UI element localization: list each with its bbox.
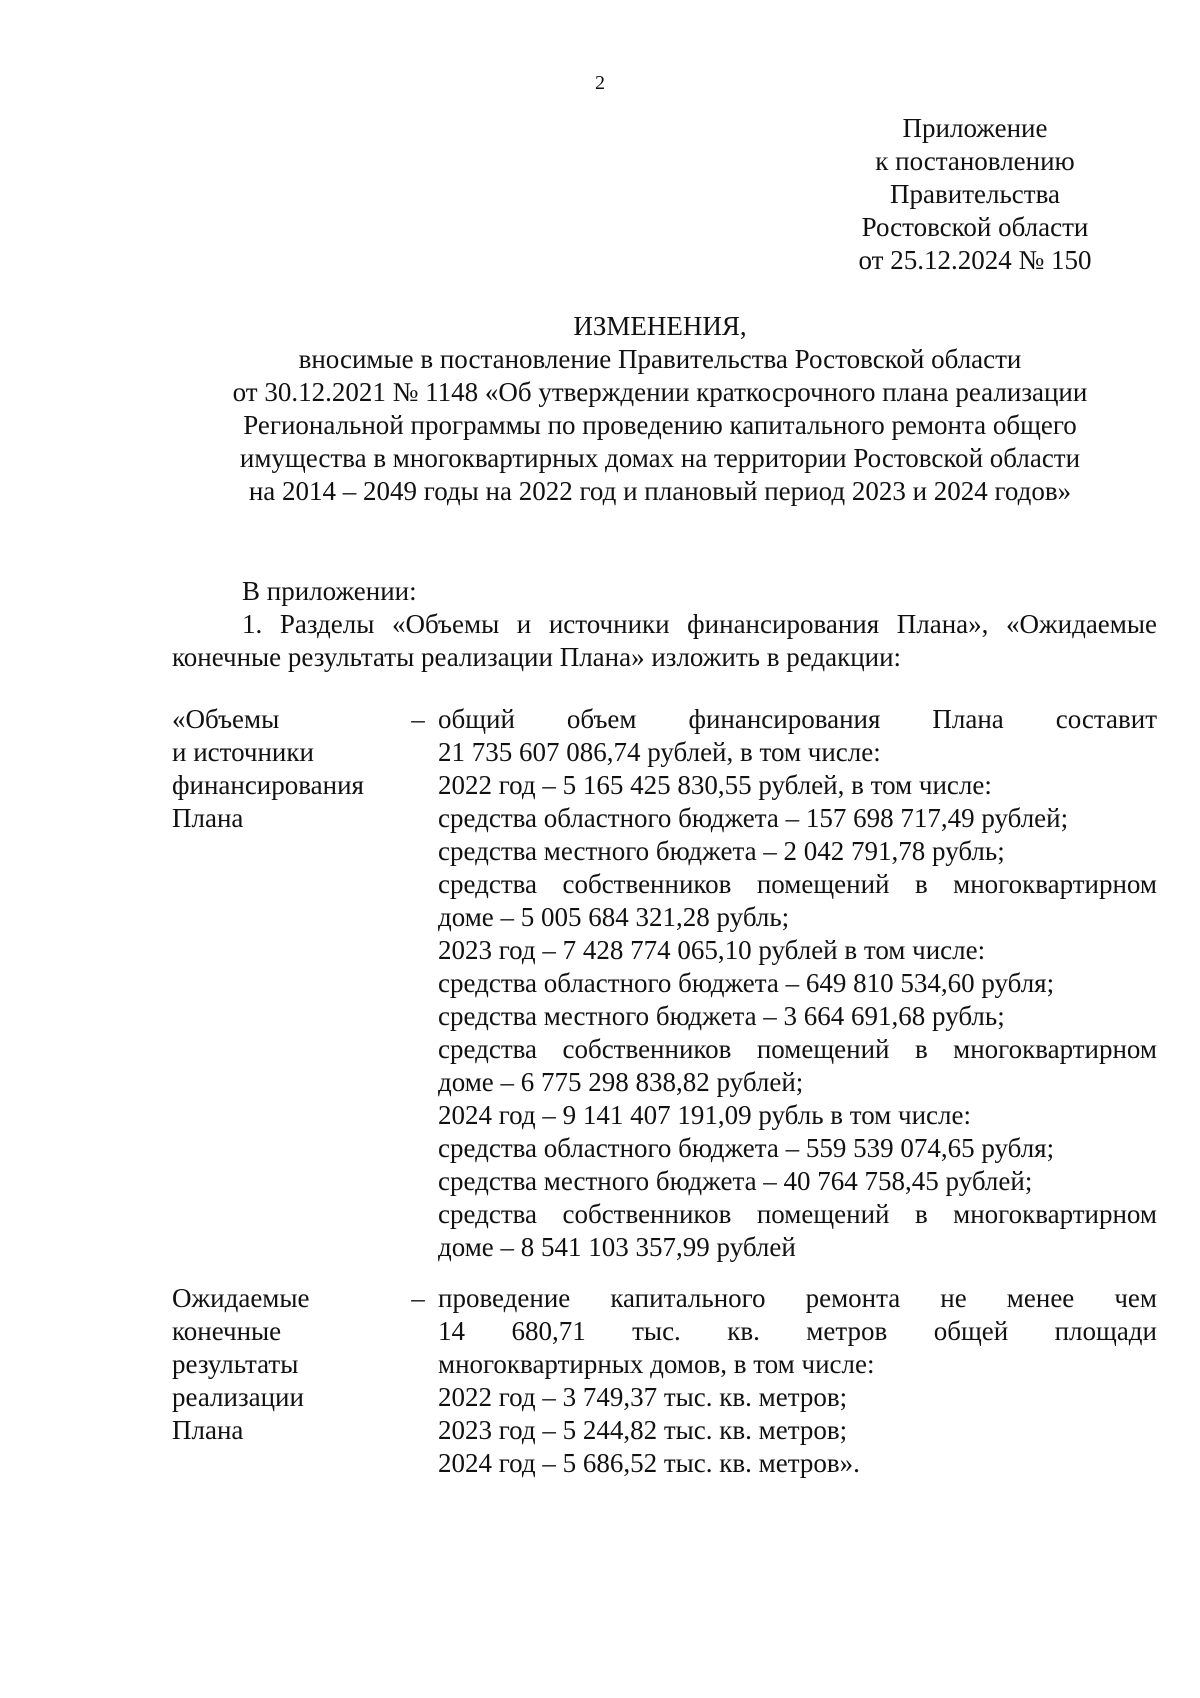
body-line: 2022 год – 5 165 425 830,55 рублей, в том числе: <box>438 770 992 800</box>
body-line: средства областного бюджета – 157 698 717,49 рублей; <box>438 803 1069 833</box>
body-line: средства собственников помещений в многоквартирном <box>438 869 1157 899</box>
body-line: 2024 год – 5 686,52 тыс. кв. метров». <box>438 1448 860 1478</box>
title-heading: ИЗМЕНЕНИЯ, <box>573 311 747 341</box>
title-line: вносимые в постановление Правительства Ростовской области <box>298 344 1022 374</box>
label-line: Ожидаемые <box>172 1283 310 1313</box>
title-line: Региональной программы по проведению капитального ремонта общего <box>243 410 1077 440</box>
body-line: доме – 6 775 298 838,82 рублей; <box>438 1067 804 1097</box>
body-line: средства собственников помещений в многоквартирном <box>438 1199 1157 1229</box>
intro-item: 1. Разделы «Объемы и источники финансирования Плана», «Ожидаемые конечные результаты реализации Плана» изложить в редакции: <box>172 609 1157 672</box>
label-line: «Объемы <box>172 704 280 734</box>
label-line: финансирования <box>172 770 364 800</box>
document-title <box>160 310 1160 508</box>
page-number: 2 <box>595 72 605 94</box>
body-line: доме – 8 541 103 357,99 рублей <box>438 1232 796 1262</box>
body-line: 2022 год – 3 749,37 тыс. кв. метров; <box>438 1382 848 1412</box>
label-line: и источники <box>172 737 314 767</box>
title-line: от 30.12.2021 № 1148 «Об утверждении краткосрочного плана реализации <box>232 377 1088 407</box>
label-line: Плана <box>172 803 244 833</box>
appendix-line: Приложение <box>902 113 1048 143</box>
body-line: средства местного бюджета – 2 042 791,78 рубль; <box>438 836 1005 866</box>
section-body <box>438 1282 1157 1480</box>
intro-section <box>172 575 1157 674</box>
title-line: на 2014 – 2049 годы на 2022 год и плановый период 2023 и 2024 годов» <box>248 476 1072 506</box>
label-line: реализации <box>172 1382 304 1412</box>
appendix-line: от 25.12.2024 № 150 <box>858 245 1092 275</box>
body-line: многоквартирных домов, в том числе: <box>438 1349 875 1379</box>
label-line: результаты <box>172 1349 299 1379</box>
title-line: имущества в многоквартирных домах на территории Ростовской области <box>239 443 1081 473</box>
body-line: средства местного бюджета – 40 764 758,45 рублей; <box>438 1166 1033 1196</box>
body-line: средства собственников помещений в многоквартирном <box>438 1034 1157 1064</box>
section-row-results <box>172 1282 1157 1480</box>
body-line: проведение капитального ремонта не менее чем <box>438 1283 1157 1313</box>
body-line: 2024 год – 9 141 407 191,09 рубль в том числе: <box>438 1100 971 1130</box>
appendix-header <box>845 112 1105 277</box>
section-label <box>172 703 398 1264</box>
body-line: доме – 5 005 684 321,28 рубль; <box>438 902 790 932</box>
section-dash: – <box>411 704 425 734</box>
section-label <box>172 1282 398 1480</box>
body-line: средства областного бюджета – 559 539 074,65 рубля; <box>438 1133 1055 1163</box>
appendix-line: к постановлению <box>875 146 1075 176</box>
body-line: 14 680,71 тыс. кв. метров общей площади <box>438 1316 1157 1346</box>
label-line: конечные <box>172 1316 282 1346</box>
appendix-line: Ростовской области <box>861 212 1089 242</box>
label-line: Плана <box>172 1415 244 1445</box>
body-line: средства областного бюджета – 649 810 534,60 рубля; <box>438 968 1055 998</box>
row-spacer <box>172 1264 1157 1282</box>
body-line: 2023 год – 5 244,82 тыс. кв. метров; <box>438 1415 848 1445</box>
body-line: 2023 год – 7 428 774 065,10 рублей в том числе: <box>438 935 986 965</box>
body-line: средства местного бюджета – 3 664 691,68 рубль; <box>438 1001 1005 1031</box>
appendix-line: Правительства <box>890 179 1060 209</box>
sections-table <box>172 703 1157 1480</box>
section-dash: – <box>411 1283 425 1313</box>
intro-line: В приложении: <box>242 576 417 606</box>
section-row-funding <box>172 703 1157 1264</box>
section-body <box>438 703 1157 1264</box>
body-line: 21 735 607 086,74 рублей, в том числе: <box>438 737 881 767</box>
body-line: общий объем финансирования Плана составит <box>438 704 1157 734</box>
